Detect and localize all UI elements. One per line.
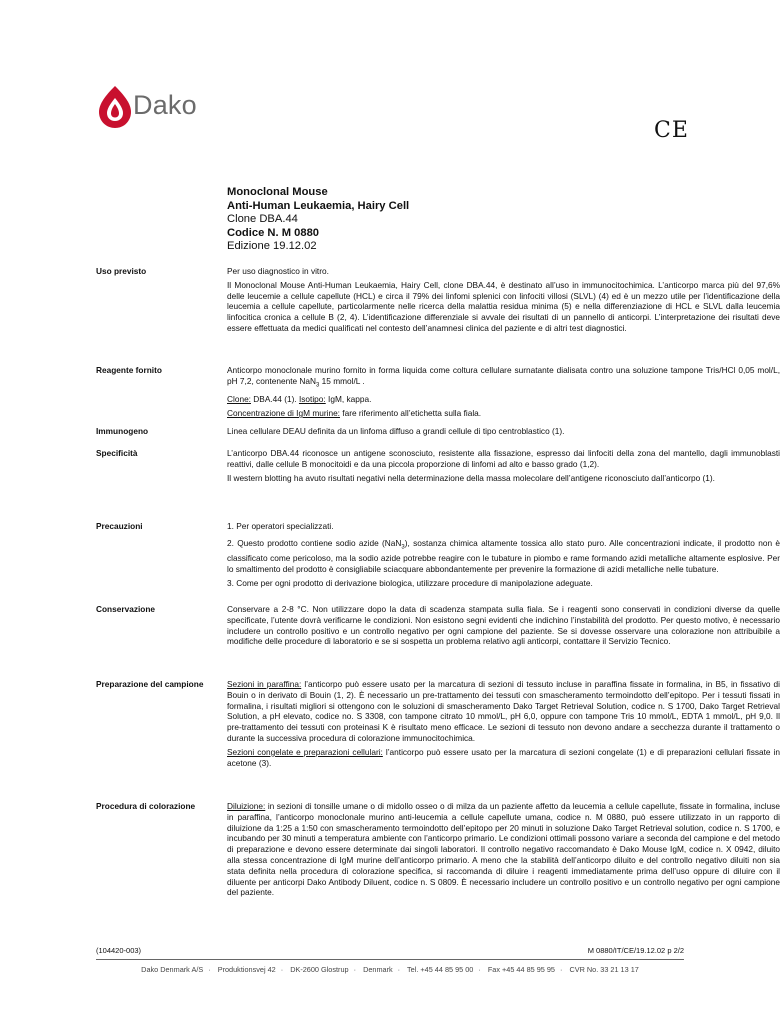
address-city: DK-2600 Glostrup <box>290 965 349 974</box>
dako-logo-mark <box>96 84 134 130</box>
paragraph <box>227 747 780 769</box>
page-reference: M 0880/IT/CE/19.12.02 p 2/2 <box>587 946 684 955</box>
concentrazione-value: fare riferimento all’etichetta sulla fiala. <box>339 408 482 419</box>
product-code: Codice N. M 0880 <box>227 226 320 239</box>
text: 2. Questo prodotto contiene sodio azide (NaN <box>227 537 402 548</box>
ce-mark: CE <box>654 118 689 143</box>
footer-divider <box>96 959 684 960</box>
text: in sezioni di tonsille umane o di midollo osseo o di milza da un paziente affetto da leucemia a cellule capellute, fissate in formalina, incluse in paraffina, l’anticorpo monoclonale murino anti-leucemia a cellule capellute umana, codice n. M 0880, può essere utilizzato in un rapporto di diluizione da 1:25 a 1:50 con smascheramento termoindotto dell’epitopo per 20 minuti in soluzione Dako Target Retrieval solution, codice n. S 1700, e incubando per 30 minuti a temperatura ambiente con l’anticorpo primario. Le condizioni ottimali possono variare a seconda del campione e del metodo di preparazione e devono essere determinate dai singoli laboratori. Il controllo negativo raccomandato è Dako Mouse IgM, codice n. X 0942, diluito alla stessa concentrazione di IgM murine dell’anticorpo primario. A meno che la stabilità dell’anticorpo diluito e del controllo negativo diluiti non sia stata definita nella procedura di colorazione specifica, si raccomanda di diluire i reagenti immediatamente prima dell’uso oppure di diluire con il diluente per anticorpi Dako Antibody Diluent, codice n. S 0809. È necessario includere un controllo positivo e un controllo negativo per ogni campione del paziente. <box>227 801 780 898</box>
text: l’anticorpo può essere usato per la marcatura di sezioni congelate (1) e di preparazioni cellulari fissate in acetone (3). <box>227 746 780 768</box>
section-body <box>227 604 780 650</box>
section-label: Procedura di colorazione <box>96 801 196 811</box>
subscript: 3 <box>316 382 320 389</box>
section-label: Specificità <box>96 448 138 458</box>
section-body <box>227 801 780 901</box>
paragraph <box>227 365 780 391</box>
section-body <box>227 266 780 337</box>
section-body <box>227 426 780 440</box>
address-fax: Fax +45 44 85 95 95 <box>487 965 555 974</box>
company-address: Dako Denmark A/S · Produktionsvej 42 · DK-2600 Glostrup · Denmark · Tel. +45 44 85 95 00 · Fax +45 44 85 95 95 · CVR No. 33 21 13 17 <box>141 965 639 974</box>
product-title-line1: Monoclonal Mouse <box>227 186 328 198</box>
paragraph: Linea cellulare DEAU definita da un linfoma diffuso a grandi cellule di tipo centroblastico (1). <box>227 426 565 436</box>
paragraph <box>227 801 780 898</box>
brand-name: Dako <box>133 90 197 120</box>
sezioni-paraffina-label: Sezioni in paraffina: <box>227 679 302 689</box>
section-body <box>227 365 780 422</box>
sezioni-congelate-label: Sezioni congelate e preparazioni cellulari: <box>227 746 383 757</box>
paragraph: L’anticorpo DBA.44 riconosce un antigene sconosciuto, resistente alla fissazione, espresso dai linfociti della zona del mantello, dagli immunoblasti reattivi, dalle cellule B monocitoidi e da una piccola proporzione di linfomi ad alto e basso grado (1,2). <box>227 448 780 469</box>
text: ), sostanza chimica altamente tossica allo stato puro. Alle concentrazioni indicate, il prodotto non è classificato come pericoloso, ma la sodio azide potrebbe reagire con le tubature in piombo e rame formando azidi metalliche altamente esplosive. Per lo smaltimento del prodotto è consigliabile sciacquare abbondantemente per prevenire la formazione di azidi metalliche nelle tubature. <box>227 537 780 575</box>
subscript: 3 <box>401 544 405 551</box>
product-title-line2: Anti-Human Leukaemia, Hairy Cell <box>227 199 410 212</box>
dako-logo <box>96 84 216 130</box>
paragraph: Conservare a 2-8 °C. Non utilizzare dopo la data di scadenza stampata sulla fiala. Se i reagenti sono conservati in condizioni diverse da quelle specificate, l’utente dovrà verificarne le condizioni. Non esistono segni evidenti che indichino l’instabilità del prodotto. Per questo motivo, è necessario includere un controllo positivo e un controllo negativo per ogni campione del paziente. Se si dovesse osservare una colorazione non attribuibile a modifiche delle procedure di laboratorio e se si sospetta un problema relativo agli anticorpi, contattare il Servizio Tecnico. <box>227 604 780 647</box>
isotipo-value: IgM, kappa. <box>325 394 372 405</box>
section-label: Immunogeno <box>96 426 149 436</box>
document-code: (104420-003) <box>96 946 142 955</box>
address-company: Dako Denmark A/S <box>141 965 204 974</box>
paragraph <box>227 538 780 575</box>
product-edition: Edizione 19.12.02 <box>227 240 317 252</box>
text: 15 mmol/L . <box>319 375 365 386</box>
section-label: Conservazione <box>96 604 156 614</box>
section-label: Uso previsto <box>96 266 147 276</box>
text: Anticorpo monoclonale murino fornito in forma liquida come coltura cellulare surnatante dialisata contro una soluzione tampone Tris/HCl 0,05 mol/L, pH 7,2, contenente NaN <box>227 365 780 386</box>
concentrazione-label: Concentrazione di IgM murine: <box>227 408 340 419</box>
product-clone: Clone DBA.44 <box>227 213 298 225</box>
paragraph <box>227 679 780 744</box>
address-phone: Tel. +45 44 85 95 00 <box>407 965 474 974</box>
section-label: Reagente fornito <box>96 365 162 375</box>
section-body <box>227 679 780 771</box>
paragraph <box>227 408 780 419</box>
paragraph: Il western blotting ha avuto risultati negativi nella determinazione della massa molecolare dell’antigene riconosciuto dall’anticorpo (1). <box>227 472 715 483</box>
paragraph <box>227 394 780 405</box>
clone-value: DBA.44 (1). <box>250 394 299 405</box>
paragraph: Per uso diagnostico in vitro. <box>227 266 329 276</box>
paragraph: 3. Come per ogni prodotto di derivazione biologica, utilizzare procedure di manipolazione adeguate. <box>227 577 593 588</box>
section-label: Preparazione del campione <box>96 679 204 689</box>
text: l’anticorpo può essere usato per la marcatura di sezioni di tessuto incluse in paraffina fissate in formalina, in B5, in fissativo di Bouin o in derivato di Bouin (1, 2). È necessario un pre-trattamento dei tessuti con smascheramento termoindotto dell’epitopo. Per i tessuti fissati in formalina, i risultati migliori si ottengono con le soluzioni di smascheramento Dako Target Retrieval Solution, codice n. S 1700, Dako Target Retrieval Solution, a pH elevato, codice no. S 3308, con tampone citrato 10 mmol/L, pH 6,0, oppure con tampone Tris 10 mmol/L, EDTA 1 mmol/L, pH 9,0. Il pre-trattamento dei tessuti con proteinasi K è risultato meno efficace. Le sezioni di tessuto non devono andare a secchezza durante il trattamento o durante la successiva procedura di colorazione immunocitochimica. <box>227 679 780 743</box>
diluizione-label: Diluizione: <box>227 801 266 811</box>
paragraph: 1. Per operatori specializzati. <box>227 521 334 531</box>
product-title-block <box>227 186 687 254</box>
section-label: Precauzioni <box>96 521 143 531</box>
clone-label: Clone: <box>227 394 251 405</box>
paragraph: Il Monoclonal Mouse Anti-Human Leukaemia, Hairy Cell, clone DBA.44, è destinato all’uso in immunocitochimica. L’anticorpo marca più del 97,6% delle leucemie a cellule capellute (HCL) e circa il 79% dei linfomi splenici con linfociti villosi (SLVL) (4) ed è un mezzo utile per l’identificazione della leucemia a cellule capellute, particolarmente nelle ricerca della malattia residua minima (5) e nella differenziazione di HCL e SLVL dalla leucemia linfocitica cronica a cellule B (2, 4). L’identificazione differenziale si avvale dei risultati di un pannello di anticorpi. L’interpretazione dei risultati deve essere effettuata da medici qualificati nel contesto dell’anamnesi clinica del paziente e di altri test diagnostici. <box>227 279 780 333</box>
address-cvr: CVR No. 33 21 13 17 <box>569 965 639 974</box>
address-country: Denmark <box>363 965 393 974</box>
section-body <box>227 448 780 486</box>
address-street: Produktionsvej 42 <box>217 965 276 974</box>
isotipo-label: Isotipo: <box>298 394 326 405</box>
section-body <box>227 521 780 592</box>
